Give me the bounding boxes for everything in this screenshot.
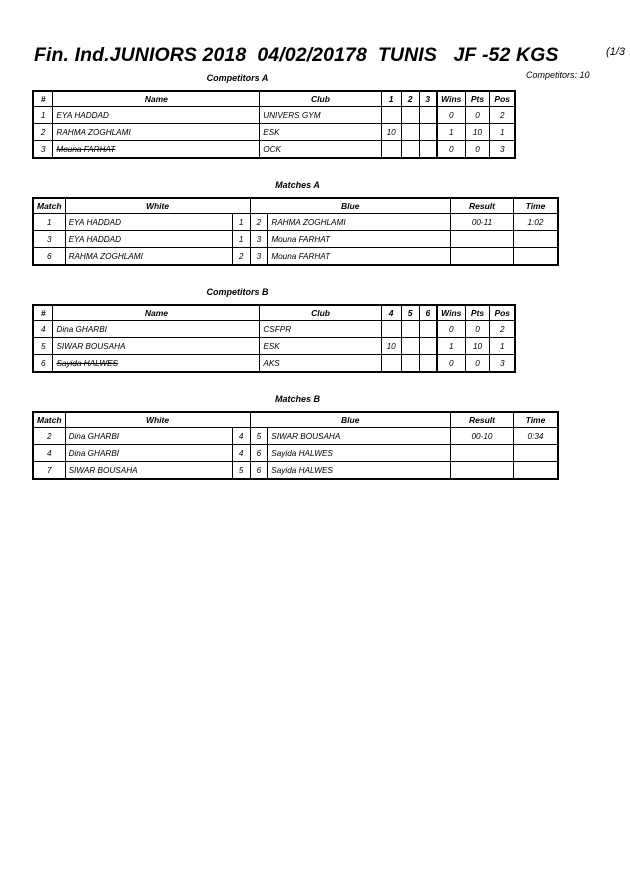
cell-blue-num: 3 (250, 231, 268, 248)
cell-num: 1 (33, 107, 53, 124)
table-row (33, 428, 558, 445)
matches-a-title: Matches A (275, 180, 320, 190)
cell-score-6 (419, 321, 437, 338)
table-row (33, 248, 558, 266)
cell-name-withdrawn: Sayida HALWES (53, 355, 260, 373)
cell-score-1 (381, 107, 401, 124)
cell-blue-num: 6 (250, 462, 268, 480)
col-header-score-3: 3 (419, 91, 437, 107)
cell-white-num: 5 (232, 462, 250, 480)
cell-blue-num: 2 (250, 214, 268, 231)
cell-score-6 (419, 355, 437, 373)
cell-club: ESK (260, 338, 381, 355)
cell-result: 00-11 (451, 214, 514, 231)
table-header-row (33, 198, 558, 214)
cell-white: EYA HADDAD (65, 231, 232, 248)
col-header-blue: Blue (250, 198, 450, 214)
matches-b-title: Matches B (274, 394, 320, 404)
competitors-count: Competitors: 10 (526, 70, 590, 80)
competitors-a-title: Competitors A (206, 73, 269, 83)
col-header-club: Club (260, 305, 381, 321)
cell-blue-num: 3 (250, 248, 268, 266)
page-number: (1/3 (606, 46, 625, 58)
cell-score-2 (401, 124, 419, 141)
cell-club: UNIVERS GYM (260, 107, 381, 124)
cell-pos: 2 (490, 321, 515, 338)
cell-blue: Sayida HALWES (268, 445, 451, 462)
cell-score-3 (419, 141, 437, 159)
cell-white-num: 4 (232, 428, 250, 445)
cell-result: 00-10 (450, 428, 513, 445)
cell-pos: 2 (490, 107, 515, 124)
cell-match: 4 (33, 445, 65, 462)
col-header-time: Time (514, 412, 559, 428)
cell-score-4 (381, 321, 401, 338)
col-header-name: Name (53, 91, 260, 107)
cell-white: SIWAR BOUSAHA (65, 462, 232, 480)
cell-name: EYA HADDAD (53, 107, 260, 124)
cell-score-6 (419, 338, 437, 355)
competitors-a-table (32, 90, 516, 159)
col-header-pos: Pos (490, 305, 515, 321)
table-row (33, 214, 558, 231)
col-header-score-4: 4 (381, 305, 401, 321)
col-header-name: Name (53, 305, 260, 321)
cell-score-5 (401, 338, 419, 355)
cell-wins: 0 (437, 107, 465, 124)
cell-time: 0:34 (514, 428, 559, 445)
matches-b-table (32, 411, 559, 480)
cell-time (514, 248, 558, 266)
col-header-score-5: 5 (401, 305, 419, 321)
cell-white-num: 1 (232, 231, 250, 248)
table-row (33, 231, 558, 248)
col-header-score-2: 2 (401, 91, 419, 107)
cell-num: 6 (33, 355, 53, 373)
cell-name: SIWAR BOUSAHA (53, 338, 260, 355)
table-row (33, 107, 515, 124)
cell-num: 2 (33, 124, 53, 141)
table-row (33, 338, 515, 355)
cell-score-3 (419, 124, 437, 141)
col-header-blue: Blue (250, 412, 450, 428)
competitors-b-table (32, 304, 516, 373)
cell-blue: RAHMA ZOGHLAMI (268, 214, 451, 231)
cell-match: 6 (33, 248, 65, 266)
col-header-club: Club (260, 91, 381, 107)
cell-match: 1 (33, 214, 65, 231)
cell-pts: 0 (465, 141, 490, 159)
cell-pts: 10 (465, 338, 490, 355)
cell-blue-num: 6 (250, 445, 268, 462)
cell-wins: 0 (437, 321, 465, 338)
cell-num: 3 (33, 141, 53, 159)
col-header-num: # (33, 305, 53, 321)
cell-white: RAHMA ZOGHLAMI (65, 248, 232, 266)
table-header-row (33, 412, 558, 428)
cell-club: ESK (260, 124, 381, 141)
col-header-score-1: 1 (381, 91, 401, 107)
cell-result (451, 248, 514, 266)
cell-result (450, 462, 513, 480)
cell-result (450, 445, 513, 462)
cell-wins: 1 (437, 338, 465, 355)
cell-white-num: 2 (232, 248, 250, 266)
col-header-pts: Pts (465, 305, 490, 321)
table-row (33, 355, 515, 373)
cell-pts: 10 (465, 124, 490, 141)
cell-pos: 3 (490, 141, 515, 159)
table-row (33, 321, 515, 338)
cell-white: EYA HADDAD (65, 214, 232, 231)
cell-pos: 3 (490, 355, 515, 373)
competitors-b-title: Competitors B (206, 287, 269, 297)
cell-blue: SIWAR BOUSAHA (268, 428, 451, 445)
col-header-pts: Pts (465, 91, 490, 107)
cell-score-2 (401, 107, 419, 124)
col-header-num: # (33, 91, 53, 107)
col-header-white: White (65, 412, 250, 428)
cell-pos: 1 (490, 338, 515, 355)
cell-blue: Mouna FARHAT (268, 231, 451, 248)
cell-blue: Sayida HALWES (268, 462, 451, 480)
cell-white: Dina GHARBI (65, 445, 232, 462)
cell-pts: 0 (465, 107, 490, 124)
col-header-match: Match (33, 412, 65, 428)
col-header-result: Result (451, 198, 514, 214)
cell-name: RAHMA ZOGHLAMI (53, 124, 260, 141)
cell-white: Dina GHARBI (65, 428, 232, 445)
cell-wins: 0 (437, 355, 465, 373)
cell-pts: 0 (465, 321, 490, 338)
cell-pos: 1 (490, 124, 515, 141)
cell-time (514, 462, 559, 480)
cell-score-1 (381, 141, 401, 159)
table-header-row (33, 305, 515, 321)
cell-club: CSFPR (260, 321, 381, 338)
cell-blue: Mouna FARHAT (268, 248, 451, 266)
cell-num: 4 (33, 321, 53, 338)
cell-blue-num: 5 (250, 428, 268, 445)
matches-a-table (32, 197, 559, 266)
cell-name: Dina GHARBI (53, 321, 260, 338)
col-header-score-6: 6 (419, 305, 437, 321)
cell-pts: 0 (465, 355, 490, 373)
col-header-pos: Pos (490, 91, 515, 107)
table-row (33, 141, 515, 159)
cell-time (514, 445, 559, 462)
cell-match: 7 (33, 462, 65, 480)
cell-time: 1:02 (514, 214, 558, 231)
col-header-white: White (65, 198, 250, 214)
cell-name-withdrawn: Mouna FARHAT (53, 141, 260, 159)
table-header-row (33, 91, 515, 107)
table-row (33, 445, 558, 462)
cell-score-5 (401, 321, 419, 338)
cell-score-4 (381, 355, 401, 373)
cell-white-num: 4 (232, 445, 250, 462)
table-row (33, 124, 515, 141)
cell-result (451, 231, 514, 248)
cell-club: AKS (260, 355, 381, 373)
cell-white-num: 1 (232, 214, 250, 231)
cell-score-5 (401, 355, 419, 373)
cell-num: 5 (33, 338, 53, 355)
cell-match: 2 (33, 428, 65, 445)
col-header-wins: Wins (437, 305, 465, 321)
table-row (33, 462, 558, 480)
cell-time (514, 231, 558, 248)
col-header-match: Match (33, 198, 65, 214)
cell-score-1: 10 (381, 124, 401, 141)
col-header-result: Result (450, 412, 513, 428)
cell-wins: 1 (437, 124, 465, 141)
cell-score-4: 10 (381, 338, 401, 355)
cell-score-2 (401, 141, 419, 159)
col-header-time: Time (514, 198, 558, 214)
col-header-wins: Wins (437, 91, 465, 107)
cell-match: 3 (33, 231, 65, 248)
cell-wins: 0 (437, 141, 465, 159)
page-title: Fin. Ind.JUNIORS 2018 04/02/20178 TUNIS JF -52 KGS (34, 44, 559, 66)
cell-club: OCK (260, 141, 381, 159)
cell-score-3 (419, 107, 437, 124)
